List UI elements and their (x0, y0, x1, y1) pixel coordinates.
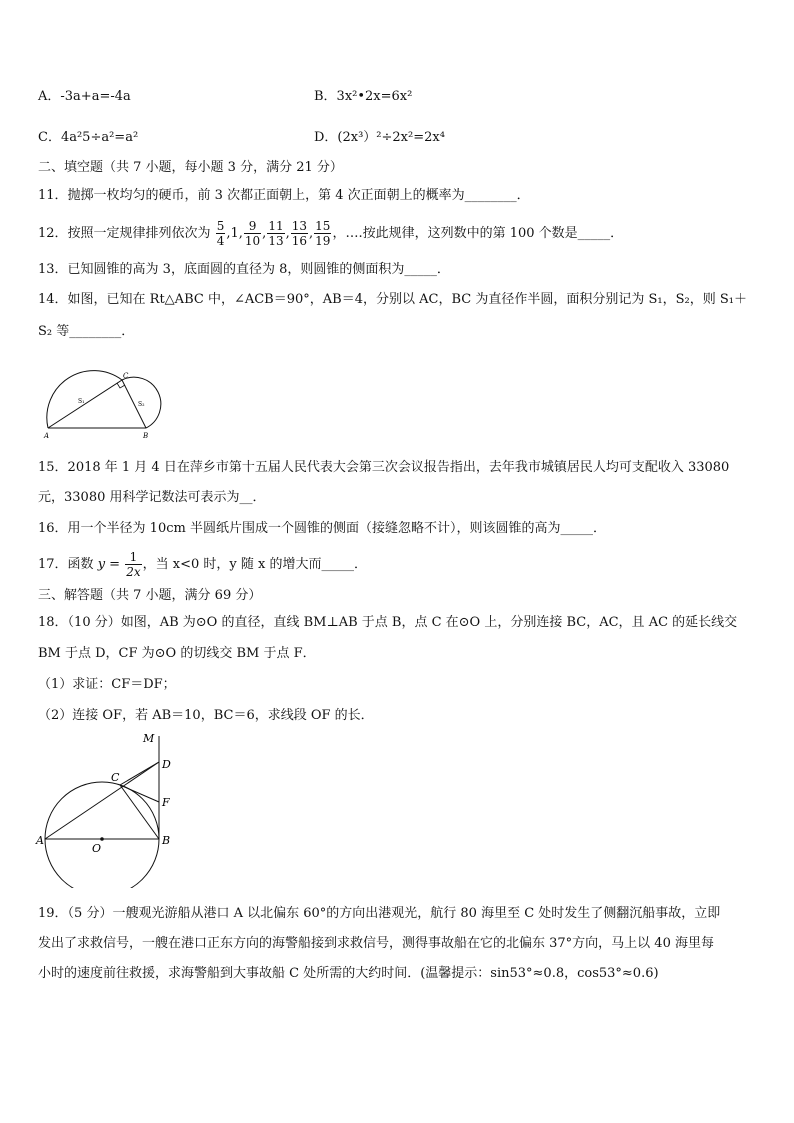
question-19-line2: 发出了求救信号，一艘在港口正东方向的海警船接到求救信号，测得事故船在它的北偏东 37°方向，马上以 40 海里每 (38, 936, 714, 951)
label-c: C (111, 771, 120, 784)
q12-fraction-5: $\frac{13}{16}$ (291, 219, 308, 248)
label-c: C (123, 372, 129, 380)
label-b: B (162, 834, 171, 847)
question-11: 11．抛掷一枚均匀的硬币，前 3 次都正面朝上，第 4 次正面朝上的概率为________． (38, 188, 530, 203)
question-16: 16．用一个半径为 10cm 半圆纸片围成一个圆锥的侧面（接缝忽略不计），则该圆锥的高为_____． (38, 521, 606, 536)
q12-whole: 1 (230, 226, 239, 241)
circle-tangent-figure (34, 728, 184, 888)
q12-fraction-1: $\frac{5}{4}$ (216, 219, 225, 248)
label-s2: S₂ (138, 401, 145, 408)
q17-func-lhs: y = (97, 557, 121, 572)
question-15-line1: 15．2018 年 1 月 4 日在萍乡市第十五届人民代表大会第三次会议报告指出，去年我市城镇居民人均可支配收入 33080 (38, 460, 730, 475)
q12-fraction-3: $\frac{9}{10}$ (244, 219, 261, 248)
q17-fraction: $\frac{1}{2x}$ (126, 550, 141, 579)
option-a: A．-3a+a=-4a (38, 89, 131, 104)
section3-heading: 三、解答题（共 7 小题，满分 69 分） (38, 588, 262, 603)
question-12: 12．按照一定规律排列依次为 $\frac{5}{4}$ ,1, $\frac{9}{10}$ , $\frac{11}{13}$ , $\frac{13}{16}$ , $\frac{15}{19}$ ，….按此规律，这列数中的第 100 个数是_____． (38, 219, 624, 248)
option-b: B．3x²•2x=6x² (314, 89, 413, 104)
q12-fraction-6: $\frac{15}{19}$ (315, 219, 331, 248)
question-14-line1: 14．如图，已知在 Rt△ABC 中，∠ACB＝90°，AB＝4，分别以 AC，BC 为直径作半圆，面积分别记为 S₁，S₂，则 S₁＋ (38, 292, 747, 307)
label-d: D (162, 758, 171, 771)
label-a: A (36, 834, 44, 847)
question-19-line1: 19．（5 分）一艘观光游船从港口 A 以北偏东 60°的方向出港观光，航行 80 海里至 C 处时发生了侧翻沉船事故，立即 (38, 906, 721, 921)
question-13: 13．已知圆锥的高为 3，底面圆的直径为 8，则圆锥的侧面积为_____． (38, 262, 450, 277)
q12-prefix: 12．按照一定规律排列依次为 (38, 226, 211, 241)
triangle-semicircles-figure (40, 360, 180, 442)
question-17 (38, 548, 367, 582)
question-18-part1: （1）求证：CF＝DF； (38, 677, 176, 692)
q12-fraction-4: $\frac{11}{13}$ (268, 219, 284, 248)
label-o: O (92, 842, 102, 855)
question-14-line2: S₂ 等________． (38, 324, 135, 339)
question-18-line1: 18．（10 分）如图，AB 为⊙O 的直径，直线 BM⊥AB 于点 B，点 C 在⊙O 上，分别连接 BC，AC，且 AC 的延长线交 (38, 615, 738, 630)
q17-suffix: ，当 x<0 时，y 随 x 的增大而_____． (142, 557, 367, 572)
label-m: M (143, 732, 155, 745)
question-18-line2: BM 于点 D，CF 为⊙O 的切线交 BM 于点 F． (38, 646, 316, 661)
section2-heading: 二、填空题（共 7 小题，每小题 3 分，满分 21 分） (38, 160, 343, 175)
option-d: D．(2x³）²÷2x²=2x⁴ (314, 130, 445, 145)
label-b: B (143, 432, 149, 440)
question-15-line2: 元，33080 用科学记数法可表示为__． (38, 490, 266, 505)
option-c: C．4a²5÷a²=a² (38, 130, 139, 145)
question-18-part2: （2）连接 OF，若 AB＝10，BC＝6，求线段 OF 的长． (38, 708, 374, 723)
label-a: A (44, 432, 50, 440)
q17-prefix: 17．函数 (38, 557, 94, 572)
question-19-line3: 小时的速度前往救援，求海警船到大事故船 C 处所需的大约时间．(温馨提示：sin53°≈0.8，cos53°≈0.6) (38, 966, 659, 981)
q12-suffix: ，….按此规律，这列数中的第 100 个数是_____． (332, 226, 624, 241)
label-f: F (162, 796, 170, 809)
label-s1: S₁ (78, 398, 85, 405)
